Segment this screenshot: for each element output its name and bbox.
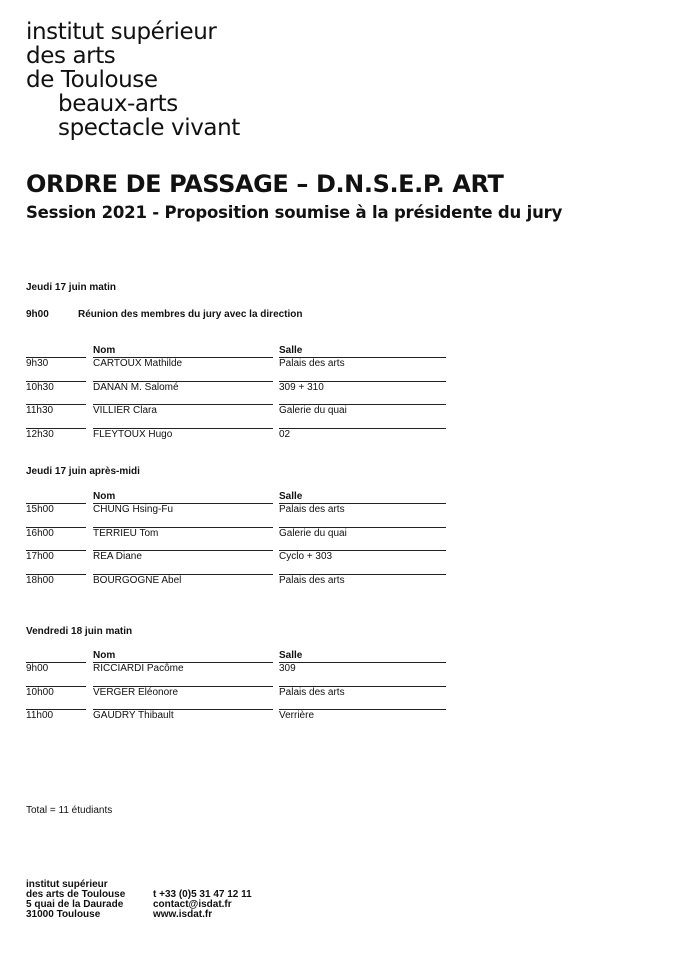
footer-contact: [153, 890, 252, 920]
table-row: [26, 710, 446, 734]
table-header: [26, 491, 446, 504]
row-room: Palais des arts: [279, 574, 345, 586]
section-heading: Jeudi 17 juin matin: [26, 282, 117, 293]
table-row: [26, 429, 446, 453]
table-header: [26, 650, 446, 663]
table-row: [26, 551, 446, 575]
row-time: 10h00: [26, 686, 54, 698]
column-header-room: Salle: [279, 650, 303, 661]
footer-address-line: institut supérieur: [26, 879, 108, 890]
column-header-room: Salle: [279, 491, 303, 502]
row-time: 18h00: [26, 574, 54, 586]
footer-address-line: 31000 Toulouse: [26, 909, 101, 920]
total-students: Total = 11 étudiants: [26, 805, 113, 816]
row-room: 02: [279, 428, 291, 440]
row-room: Palais des arts: [279, 504, 345, 515]
footer-address-line: 5 quai de la Daurade: [26, 899, 124, 910]
row-name: BOURGOGNE Abel: [93, 574, 182, 586]
meeting-line: [26, 309, 303, 320]
row-time: 11h30: [26, 405, 54, 416]
row-room: Palais des arts: [279, 686, 345, 698]
logo-line: de Toulouse: [26, 67, 158, 93]
row-room: Galerie du quai: [279, 527, 347, 539]
row-room: Cyclo + 303: [279, 551, 333, 562]
row-name: CHUNG Hsing-Fu: [93, 504, 174, 515]
logo-line: institut supérieur: [26, 19, 217, 45]
footer-address: [26, 880, 125, 920]
logo-line: spectacle vivant: [58, 115, 240, 141]
column-header-name: Nom: [93, 345, 116, 356]
page-title: ORDRE DE PASSAGE – D.N.S.E.P. ART: [26, 170, 504, 198]
logo-line: beaux-arts: [58, 91, 178, 117]
row-name: REA Diane: [93, 551, 142, 562]
row-time: 15h00: [26, 504, 54, 515]
footer-phone: t +33 (0)5 31 47 12 11: [153, 889, 252, 900]
row-time: 17h00: [26, 551, 54, 562]
row-name: GAUDRY Thibault: [93, 710, 174, 721]
logo-line: des arts: [26, 43, 116, 69]
section-heading: Jeudi 17 juin après-midi: [26, 466, 140, 477]
table-row: [26, 405, 446, 429]
row-time: 9h30: [26, 358, 49, 369]
row-time: 10h30: [26, 381, 54, 393]
meeting-text: Réunion des membres du jury avec la direction: [78, 309, 303, 320]
row-name: RICCIARDI Pacôme: [93, 663, 184, 674]
row-name: VERGER Eléonore: [93, 686, 179, 698]
table-row: [26, 687, 446, 711]
table-header: [26, 345, 446, 358]
row-name: FLEYTOUX Hugo: [93, 428, 173, 440]
institution-logo: [26, 20, 240, 140]
row-room: Palais des arts: [279, 358, 345, 369]
footer-address-line: des arts de Toulouse: [26, 889, 126, 900]
row-room: Verrière: [279, 710, 315, 721]
row-name: DANAN M. Salomé: [93, 381, 179, 393]
column-header-name: Nom: [93, 650, 116, 661]
schedule-table: [26, 491, 446, 598]
column-header-name: Nom: [93, 491, 116, 502]
table-row: [26, 575, 446, 599]
row-time: 11h00: [26, 710, 54, 721]
table-row: [26, 528, 446, 552]
footer-website[interactable]: www.isdat.fr: [153, 909, 213, 920]
schedule-table: [26, 345, 446, 452]
table-row: [26, 504, 446, 528]
column-header-room: Salle: [279, 345, 303, 356]
table-row: [26, 663, 446, 687]
row-name: TERRIEU Tom: [93, 527, 159, 539]
row-time: 9h00: [26, 663, 49, 674]
row-room: 309 + 310: [279, 381, 324, 393]
row-name: CARTOUX Mathilde: [93, 358, 183, 369]
row-time: 12h30: [26, 428, 54, 440]
footer-email[interactable]: contact@isdat.fr: [153, 899, 232, 910]
page-subtitle: Session 2021 - Proposition soumise à la présidente du jury: [26, 203, 563, 222]
row-room: 309: [279, 663, 296, 674]
meeting-time: 9h00: [26, 309, 49, 320]
table-row: [26, 382, 446, 406]
row-name: VILLIER Clara: [93, 405, 157, 416]
row-time: 16h00: [26, 527, 54, 539]
schedule-table: [26, 650, 446, 734]
section-heading: Vendredi 18 juin matin: [26, 626, 133, 637]
row-room: Galerie du quai: [279, 405, 347, 416]
table-row: [26, 358, 446, 382]
